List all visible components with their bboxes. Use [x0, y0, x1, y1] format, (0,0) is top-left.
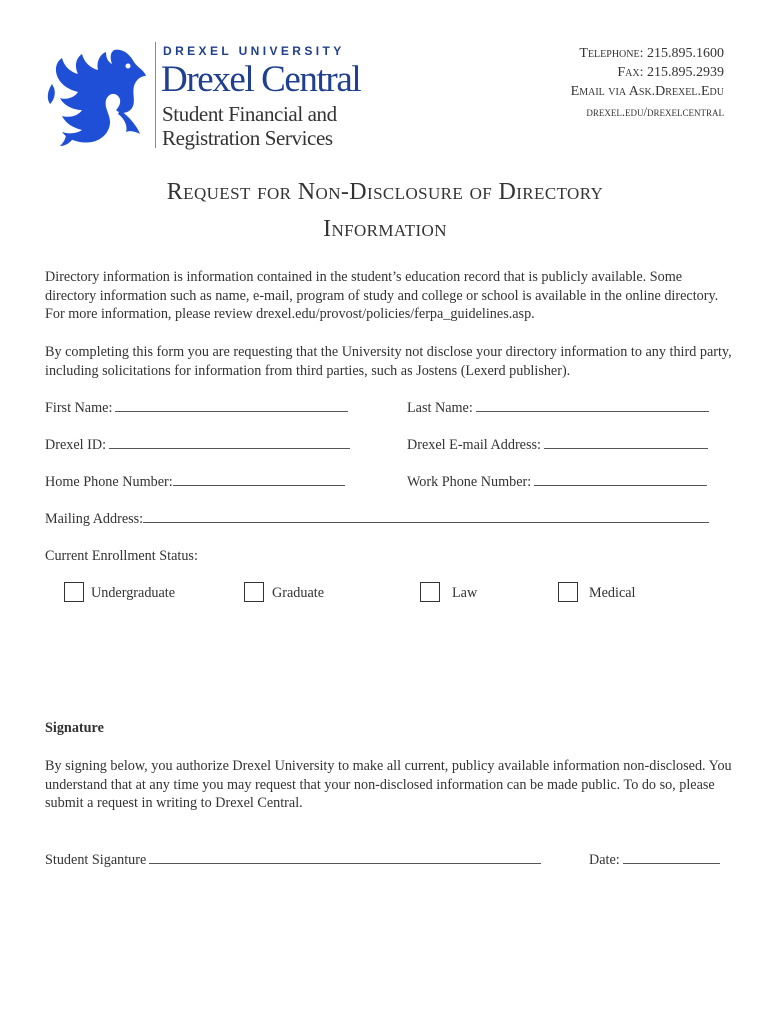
date-line[interactable]	[623, 851, 720, 864]
drexel-dragon-logo	[44, 44, 148, 148]
date-label: Date:	[589, 852, 620, 868]
work-phone-line[interactable]	[534, 473, 707, 486]
medical-checkbox[interactable]	[558, 582, 578, 602]
contact-block	[571, 44, 724, 122]
graduate-label: Graduate	[272, 585, 324, 601]
signature-paragraph: By signing below, you authorize Drexel University to make all current, publicy available information non-disclosed. You understand that at any time you may request that your non-disclosed information can be made public. To do so, please submit a request in writing to Drexel Central.	[45, 758, 732, 811]
undergraduate-label: Undergraduate	[91, 585, 176, 601]
brand-subtitle-line2: Registration Services	[162, 126, 333, 150]
first-name-field[interactable]	[45, 399, 348, 417]
drexel-id-field[interactable]	[45, 436, 350, 454]
mailing-address-field[interactable]	[45, 510, 709, 528]
form-title-line2: Information	[323, 216, 447, 242]
form-title	[0, 174, 770, 248]
student-signature-line[interactable]	[149, 851, 541, 864]
student-signature-label: Student Siganture	[45, 852, 147, 868]
undergraduate-checkbox[interactable]	[64, 582, 84, 602]
work-phone-label: Work Phone Number:	[407, 474, 532, 490]
first-name-line[interactable]	[115, 399, 348, 412]
law-label: Law	[452, 585, 478, 601]
first-name-label: First Name:	[45, 400, 113, 416]
student-signature-field[interactable]	[45, 851, 541, 869]
brand-subtitle-line1: Student Financial and	[162, 102, 337, 126]
intro-paragraph: Directory information is information contained in the student’s education record that is publicly available. Some directory information such as name, e-mail, program of study and college or school is available in the online directory. For more information, please review drexel.edu/provost/policies/ferpa_guidelines.asp.	[45, 269, 719, 322]
contact-web: drexel.edu/drexelcentral	[586, 105, 724, 119]
contact-fax: Fax: 215.895.2939	[617, 65, 724, 80]
work-phone-field[interactable]	[407, 473, 707, 491]
home-phone-field[interactable]	[45, 473, 345, 491]
last-name-line[interactable]	[476, 399, 709, 412]
home-phone-line[interactable]	[173, 473, 345, 486]
drexel-email-label: Drexel E-mail Address:	[407, 437, 541, 453]
drexel-id-line[interactable]	[109, 436, 350, 449]
drexel-email-line[interactable]	[544, 436, 708, 449]
law-checkbox[interactable]	[420, 582, 440, 602]
home-phone-label: Home Phone Number:	[45, 474, 173, 490]
mailing-address-label: Mailing Address:	[45, 511, 144, 527]
date-field[interactable]	[589, 851, 720, 869]
last-name-field[interactable]	[407, 399, 709, 417]
last-name-label: Last Name:	[407, 400, 473, 416]
contact-telephone: Telephone: 215.895.1600	[579, 46, 724, 61]
consent-paragraph: By completing this form you are requesting that the University not disclose your directory information to any third party, including solicitations for information from third parties, such as Jostens (Lexerd publisher).	[45, 344, 732, 379]
brand-title: Drexel Central	[161, 59, 361, 100]
mailing-address-line[interactable]	[143, 510, 709, 523]
drexel-id-label: Drexel ID:	[45, 437, 107, 453]
drexel-email-field[interactable]	[407, 436, 708, 454]
enrollment-status-label: Current Enrollment Status:	[45, 548, 198, 564]
contact-email: Email via Ask.Drexel.Edu	[570, 84, 724, 99]
signature-heading: Signature	[45, 720, 104, 736]
form-title-line1: Request for Non-Disclosure of Directory	[166, 179, 604, 205]
brand-divider	[155, 42, 156, 148]
university-name: DREXEL UNIVERSITY	[163, 44, 345, 58]
graduate-checkbox[interactable]	[244, 582, 264, 602]
medical-label: Medical	[589, 585, 636, 601]
brand-subtitle	[162, 102, 337, 150]
